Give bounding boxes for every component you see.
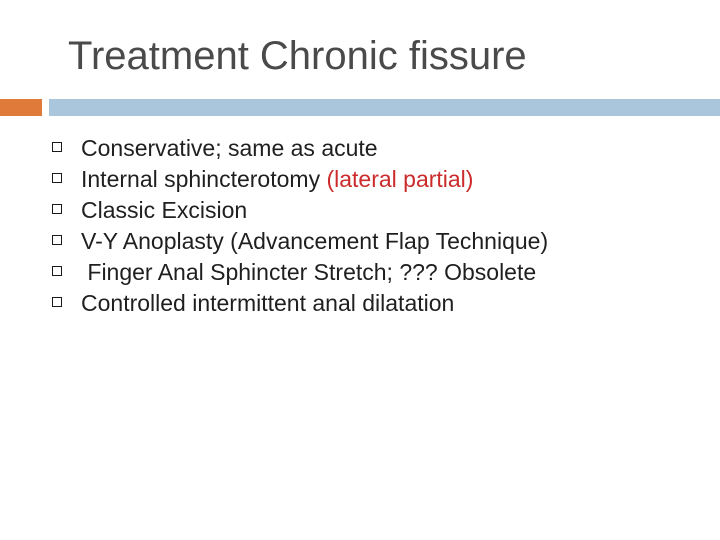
checkbox-icon xyxy=(52,173,62,183)
bullet-main-text: Classic Excision xyxy=(81,197,248,223)
bullet-main-text: Controlled intermittent anal dilatation xyxy=(81,290,455,316)
bullet-text xyxy=(81,257,536,288)
slide-title: Treatment Chronic fissure xyxy=(68,34,527,78)
bullet-text xyxy=(81,133,378,164)
list-item xyxy=(0,288,720,319)
checkbox-icon xyxy=(52,297,62,307)
list-item xyxy=(0,257,720,288)
bullet-main-text: Conservative; same as acute xyxy=(81,135,378,161)
bullet-main-text: Internal sphincterotomy xyxy=(81,166,327,192)
list-item xyxy=(0,195,720,226)
bullet-list xyxy=(0,133,720,319)
bullet-text xyxy=(81,226,548,257)
bullet-text xyxy=(81,164,473,195)
checkbox-icon xyxy=(52,142,62,152)
list-item xyxy=(0,133,720,164)
accent-bar-orange xyxy=(0,99,42,116)
list-item xyxy=(0,226,720,257)
bullet-text xyxy=(81,195,247,226)
bullet-highlight-text: (lateral partial) xyxy=(326,166,474,192)
bullet-main-text: V-Y Anoplasty (Advancement Flap Technique) xyxy=(81,228,549,254)
checkbox-icon xyxy=(52,266,62,276)
checkbox-icon xyxy=(52,235,62,245)
bullet-main-text: Finger Anal Sphincter Stretch; ??? Obsolete xyxy=(81,259,537,285)
bullet-text xyxy=(81,288,454,319)
checkbox-icon xyxy=(52,204,62,214)
accent-bar-blue xyxy=(49,99,720,116)
list-item xyxy=(0,164,720,195)
